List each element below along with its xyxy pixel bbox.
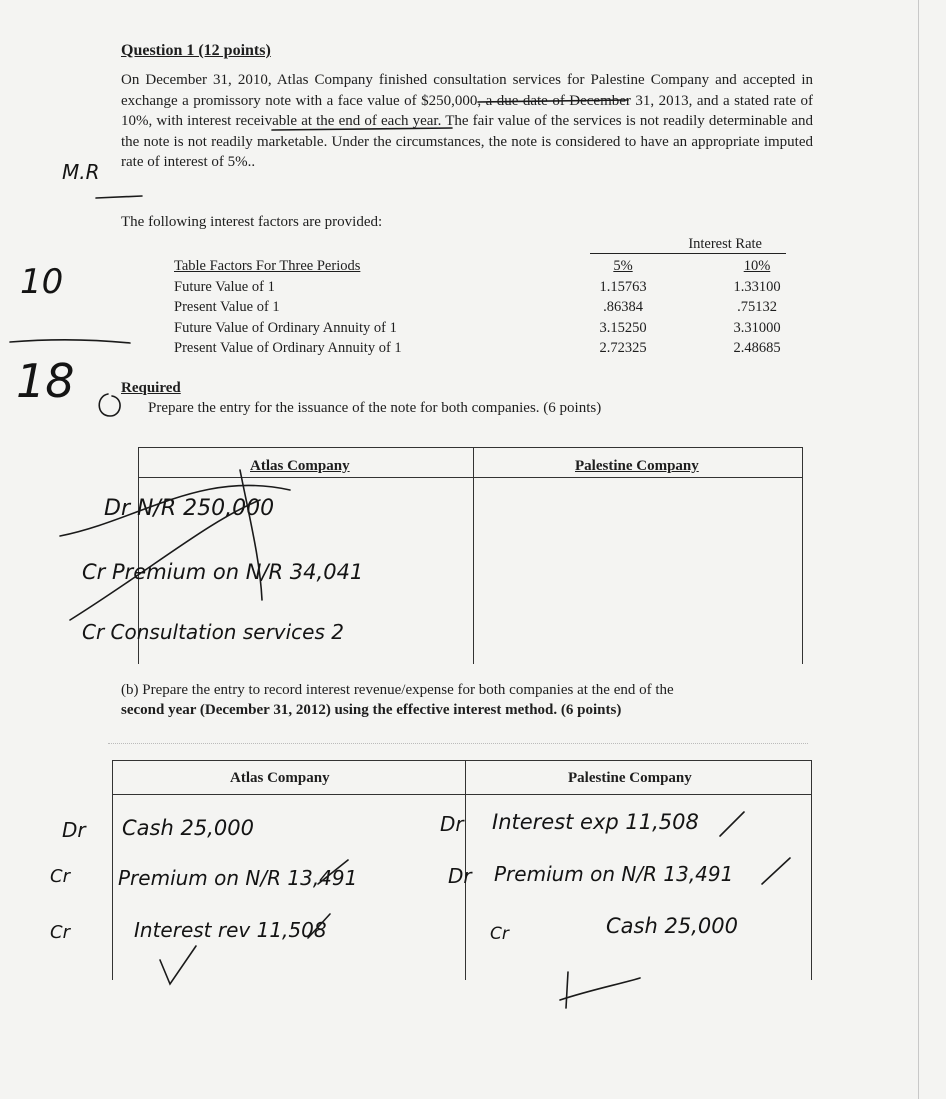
part-b-bold: second year (December 31, 2012) using the effective interest method. (6 points) (121, 702, 622, 718)
handwritten-dr-mark: Dr (62, 818, 86, 842)
factor-value: 1.15763 (599, 278, 647, 295)
score-divider-stroke (10, 340, 130, 343)
factor-row-label: Future Value of Ordinary Annuity of 1 (174, 319, 397, 336)
table-a-atlas-header: Atlas Company (250, 458, 350, 474)
factor-value: .86384 (603, 299, 643, 316)
table-column-divider (473, 448, 474, 664)
rate-5-column (588, 256, 658, 359)
required-part-b (121, 680, 801, 720)
rate-header-10: 10% (743, 258, 771, 274)
factor-value: 2.48685 (733, 340, 781, 357)
factor-row-label: Present Value of Ordinary Annuity of 1 (174, 340, 402, 357)
factors-table-title: Table Factors For Three Periods (174, 258, 361, 274)
page-edge-rule (918, 0, 919, 1099)
handwritten-entry-b-atlas-1: Cash 25,000 (122, 816, 254, 840)
question-title: Question 1 (12 points) (121, 42, 271, 59)
factor-value: 3.15250 (599, 319, 647, 336)
factor-row-label: Future Value of 1 (174, 278, 275, 295)
factor-value: .75132 (737, 299, 777, 316)
factors-labels (174, 256, 402, 359)
table-header-rule (139, 477, 802, 478)
handwritten-dr-mark: Dr (440, 812, 464, 836)
rate-header-5: 5% (613, 258, 633, 274)
required-part-a: Prepare the entry for the issuance of the note for both companies. (6 points) (148, 400, 602, 416)
table-header-rule (113, 794, 811, 795)
check-mark-stroke (560, 978, 640, 1000)
handwritten-cr-mark: Cr (50, 866, 70, 887)
interest-rate-header: Interest Rate (590, 236, 786, 254)
handwritten-entry-b-pal-3: Cash 25,000 (606, 914, 738, 938)
handwritten-cr-mark: Cr (50, 922, 70, 943)
question-intro: On December 31, 2010, Atlas Company finished consultation services for Palestine Company and accepted in exchange a promissory note with a face value of $250,000, a due date of December 31, 2013, and a stated rate of 10%, with interest receivable at the end of each year. The fair value of the services is not readily determinable and the note is not readily marketable. Under the circumstances, the note is considered to have an appropriate imputed rate of interest of 5%.. (121, 72, 813, 171)
handwritten-entry-b-atlas-2: Premium on N/R 13,491 (118, 866, 358, 890)
factor-value: 2.72325 (599, 340, 647, 357)
table-b-atlas-header: Atlas Company (230, 770, 330, 786)
factor-value: 1.33100 (733, 278, 781, 295)
factor-row-label: Present Value of 1 (174, 299, 280, 316)
table-b-palestine-header: Palestine Company (568, 770, 692, 786)
handwritten-entry-a-3: Cr Consultation services 2 (82, 620, 344, 644)
part-b-lead: (b) Prepare the entry to record interest revenue/expense for both companies at the end of the (121, 682, 674, 698)
rate-10-column (722, 256, 792, 359)
handwritten-entry-b-pal-1: Interest exp 11,508 (492, 810, 699, 834)
required-heading: Required (121, 380, 181, 396)
underline-stroke (96, 196, 142, 198)
handwritten-margin-note: M.R (62, 160, 100, 184)
handwritten-score-part: 10 (20, 262, 64, 302)
dotted-divider (108, 743, 808, 744)
table-a-palestine-header: Palestine Company (575, 458, 699, 474)
factor-value: 3.31000 (733, 319, 781, 336)
handwritten-entry-b-atlas-3: Interest rev 11,508 (134, 918, 327, 942)
factors-intro: The following interest factors are provided: (121, 214, 383, 230)
handwritten-cr-mark: Cr (490, 924, 509, 944)
circle-mark-stroke (99, 394, 120, 416)
handwritten-entry-b-pal-2: Premium on N/R 13,491 (494, 862, 734, 886)
handwritten-score-total: 18 (16, 354, 75, 408)
handwritten-dr-mark: Dr (448, 864, 472, 888)
handwritten-entry-a-2: Cr Premium on N/R 34,041 (82, 560, 364, 584)
handwritten-entry-a-1: Dr N/R 250,000 (104, 496, 275, 521)
